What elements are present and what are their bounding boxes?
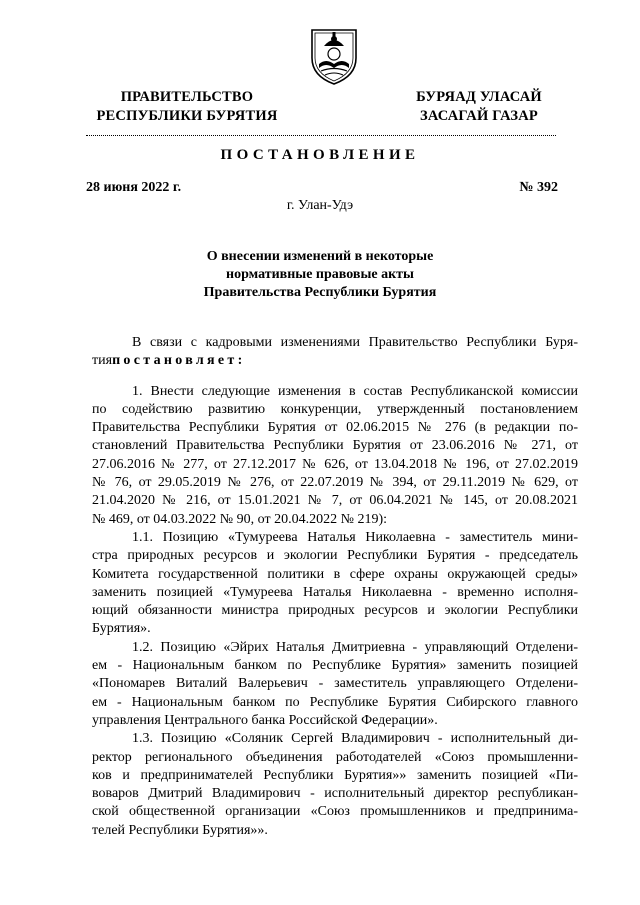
paragraph-1-2 xyxy=(92,639,578,730)
text-line: заменить позицией «Тумуреева Наталья Николаевна - временно исполня- xyxy=(92,584,578,600)
text-line: по содействию развитию конкуренции, утвержденный постановлением xyxy=(92,401,578,417)
header-left-line-2: РЕСПУБЛИКИ БУРЯТИЯ xyxy=(96,108,278,124)
text-line: стра природных ресурсов и экологии Республики Бурятия - председатель xyxy=(92,548,578,564)
text-line: 1.2. Позицию «Эйрих Наталья Дмитриевна - управляющий Отделени- xyxy=(132,639,578,655)
title-line-3: Правительства Республики Бурятия xyxy=(203,285,437,300)
text-line: телей Республики Бурятия»». xyxy=(92,822,268,838)
intro-paragraph xyxy=(92,334,578,371)
government-name-buryat xyxy=(400,88,558,126)
text-line: ющий обязанности министра природных ресурсов и экологии Республики xyxy=(92,603,578,619)
text-line: 1. Внести следующие изменения в состав Республиканской комиссии xyxy=(132,383,578,399)
title-line-1: О внесении изменений в некоторые xyxy=(206,249,434,264)
paragraph-1 xyxy=(92,383,578,529)
text-line: Бурятия». xyxy=(92,621,151,637)
header-left-line-1: ПРАВИТЕЛЬСТВО xyxy=(120,89,254,105)
text-line: 1.1. Позицию «Тумуреева Наталья Николаевна - заместитель мини- xyxy=(132,529,578,545)
text-line: «Пономарев Виталий Валерьевич - заместитель управляющего Отделени- xyxy=(92,676,578,692)
intro-line-1: В связи с кадровыми изменениями Правительство Республики Буря- xyxy=(132,335,578,350)
document-number: № 392 xyxy=(519,180,558,195)
text-line: 1.3. Позицию «Соляник Сергей Владимирович - исполнительный ди- xyxy=(132,731,578,747)
coat-of-arms-emblem-icon xyxy=(308,24,360,86)
title-line-2: нормативные правовые акты xyxy=(226,267,414,282)
text-line: ем - Национальным банком по Республике Бурятия» заменить позицией xyxy=(92,658,578,674)
text-line: ректор регионального объединения работодателей «Союз промышленни- xyxy=(92,749,578,765)
text-line: ков и предпринимателей Республики Бурятия»» заменить позицией «Пи- xyxy=(92,767,578,783)
document-body xyxy=(92,334,578,840)
text-line: № 469, от 04.03.2022 № 90, от 20.04.2022 № 219): xyxy=(92,511,387,527)
document-city: г. Улан-Удэ xyxy=(286,198,354,213)
text-line: Правительства Республики Бурятия от 02.06.2015 № 276 (в редакции по- xyxy=(92,420,578,436)
intro-line-2 xyxy=(92,352,578,370)
text-line: Комитета государственной политики в сфере охраны окружающей среды» xyxy=(92,566,578,582)
text-line: становлений Правительства Республики Бурятия от 23.06.2016 № 271, от xyxy=(92,438,578,454)
dotted-divider xyxy=(86,135,556,136)
document-date: 28 июня 2022 г. xyxy=(86,180,182,195)
resolves-keyword: постановляет: xyxy=(112,353,246,369)
government-name-russian xyxy=(82,88,292,126)
document-title xyxy=(150,248,490,302)
header-right-line-2: ЗАСАГАЙ ГАЗАР xyxy=(420,108,538,124)
text-line: 27.06.2016 № 277, от 27.12.2017 № 626, от 13.04.2018 № 196, от 27.02.2019 xyxy=(92,456,578,472)
intro-line-2-prefix: тия xyxy=(92,353,113,369)
text-line: ем - Национальным банком по Республике Бурятия Сибирского главного xyxy=(92,694,578,710)
text-line: № 76, от 29.05.2019 № 276, от 22.07.2019 № 394, от 29.11.2019 № 629, от xyxy=(92,475,578,491)
header-right-line-1: БУРЯАД УЛАСАЙ xyxy=(416,89,542,105)
text-line: 21.04.2020 № 216, от 15.01.2021 № 7, от 06.04.2021 № 145, от 20.08.2021 xyxy=(92,493,578,509)
text-line: управления Центрального банка Российской Федерации». xyxy=(92,712,438,728)
paragraph-1-3 xyxy=(92,730,578,840)
text-line: воваров Дмитрий Владимирович - исполнительный директор республикан- xyxy=(92,786,578,802)
document-type: ПОСТАНОВЛЕНИЕ xyxy=(220,147,420,163)
paragraph-1-1 xyxy=(92,529,578,639)
text-line: ской общественной организации «Союз промышленников и предпринима- xyxy=(92,804,578,820)
